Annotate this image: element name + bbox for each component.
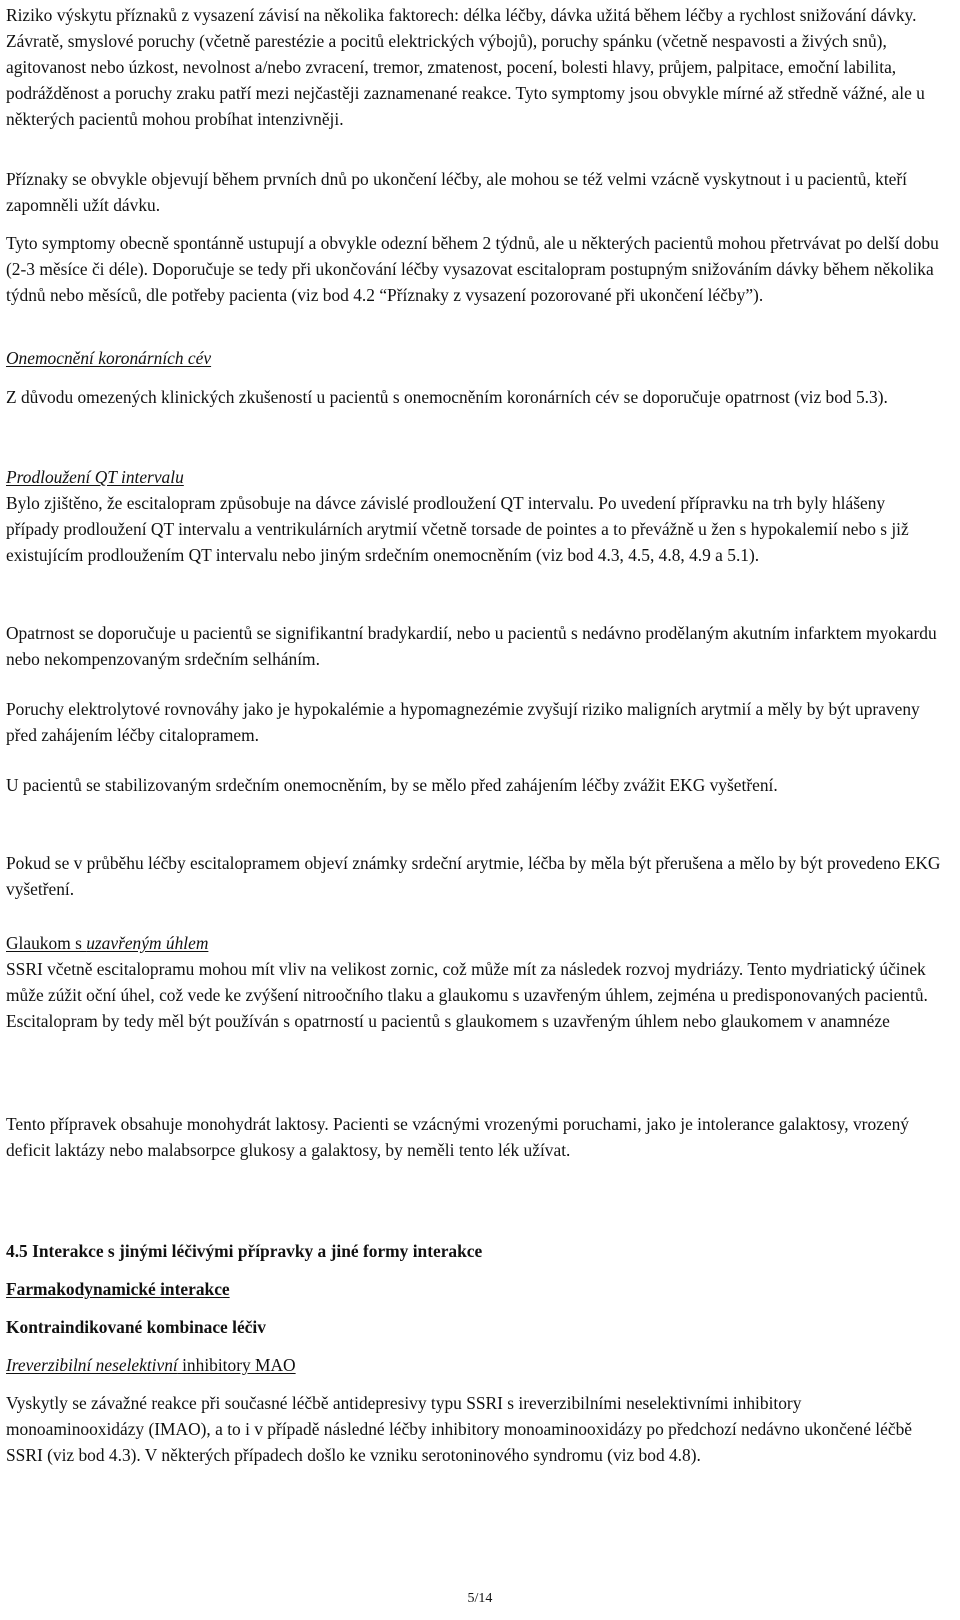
- paragraph-glaucoma: SSRI včetně escitalopramu mohou mít vliv na velikost zornic, což může mít za následek rozvoj mydriázy. Tento mydriatický účinek může zúžit oční úhel, což vede ke zvýšení nitroočního tlaku a glaukomu s uzavřeným úhlem, zejména u predisponovaných pacientů. Escitalopram by tedy měl být používán s opatrností u pacientů s glaukomem s uzavřeným úhlem nebo glaukomem v anamnéze: [6, 959, 928, 1031]
- heading-pharmacodynamic: Farmakodynamické interakce: [6, 1279, 230, 1299]
- heading-mao-italic: Ireverzibilní neselektivní: [6, 1355, 178, 1375]
- paragraph-lactose: Tento přípravek obsahuje monohydrát laktosy. Pacienti se vzácnými vrozenými poruchami, jako je intolerance galaktosy, vrozený deficit laktázy nebo malabsorpce glukosy a galaktosy, by neměli tento lék užívat.: [6, 1114, 909, 1160]
- heading-glaucoma: [6, 930, 942, 956]
- paragraph-symptom-onset: Příznaky se obvykle objevují během prvních dnů po ukončení léčby, ale mohou se též velmi vzácně vyskytnout i u pacientů, kteří zapomněli užít dávku.: [6, 169, 908, 215]
- section-heading-interactions: 4.5 Interakce s jinými léčivými přípravky a jiné formy interakce: [6, 1241, 483, 1261]
- paragraph-mao-interaction: Vyskytly se závažné reakce při současné léčbě antidepresivy typu SSRI s ireverzibilními neselektivními inhibitory monoaminooxidázy (IMAO), a to i v případě následné léčby inhibitory monoaminooxidázy po předchozí nedávno ukončené léčbě SSRI (viz bod 4.3). V některých případech došlo ke vzniku serotoninového syndromu (viz bod 4.8).: [6, 1393, 912, 1465]
- heading-glaucoma-suffix: uzavřeným úhlem: [86, 933, 209, 953]
- heading-coronary-disease: Onemocnění koronárních cév: [6, 348, 212, 368]
- page-number: 5/14: [467, 1591, 493, 1606]
- paragraph-bradycardia-caution: Opatrnost se doporučuje u pacientů se signifikantní bradykardií, nebo u pacientů s nedávno prodělaným akutním infarktem myokardu nebo nekompenzovaným srdečním selháním.: [6, 623, 937, 669]
- paragraph-electrolyte-balance: Poruchy elektrolytové rovnováhy jako je hypokalémie a hypomagnezémie zvyšují riziko maligních arytmií a měly by být upraveny před zahájením léčby citalopramem.: [6, 699, 920, 745]
- paragraph-qt-findings: Bylo zjištěno, že escitalopram způsobuje na dávce závislé prodloužení QT intervalu. Po uvedení přípravku na trh byly hlášeny případy prodloužení QT intervalu a ventrikulárních arytmií včetně torsade de pointes a to převážně u žen s hypokalemií nebo s již existujícím prodloužením QT intervalu nebo jiným srdečním onemocněním (viz bod 4.3, 4.5, 4.8, 4.9 a 5.1).: [6, 493, 909, 565]
- heading-irreversible-mao: [6, 1352, 942, 1378]
- heading-glaucoma-prefix: Glaukom s: [6, 933, 87, 953]
- heading-mao-plain: inhibitory MAO: [177, 1355, 296, 1375]
- heading-qt-prolongation: Prodloužení QT intervalu: [6, 467, 184, 487]
- paragraph-arrhythmia-stop: Pokud se v průběhu léčby escitalopramem objeví známky srdeční arytmie, léčba by měla být přerušena a mělo by být provedeno EKG vyšetření.: [6, 853, 941, 899]
- paragraph-coronary-caution: Z důvodu omezených klinických zkušeností u pacientů s onemocněním koronárních cév se doporučuje opatrnost (viz bod 5.3).: [6, 387, 888, 407]
- paragraph-discontinuation-risk: Riziko výskytu příznaků z vysazení závisí na několika faktorech: délka léčby, dávka užitá během léčby a rychlost snižování dávky. Závratě, smyslové poruchy (včetně parestézie a pocitů elektrických výbojů), poruchy spánku (včetně nespavosti a živých snů), agitovanost nebo úzkost, nevolnost a/nebo zvracení, tremor, zmatenost, pocení, bolesti hlavy, průjem, palpitace, emoční labilita, podrážděnost a poruchy zraku patří mezi nejčastěji zaznamenané reakce. Tyto symptomy jsou obvykle mírné až středně vážné, ale u některých pacientů mohou probíhat intenzivněji.: [6, 5, 925, 129]
- heading-contraindicated-combinations: Kontraindikované kombinace léčiv: [6, 1317, 266, 1337]
- paragraph-symptom-resolution: Tyto symptomy obecně spontánně ustupují a obvykle odezní během 2 týdnů, ale u některých pacientů mohou přetrvávat po delší dobu (2-3 měsíce či déle). Doporučuje se tedy při ukončování léčby vysazovat escitalopram postupným snižováním dávky během několika týdnů nebo měsíců, dle potřeby pacienta (viz bod 4.2 “Příznaky z vysazení pozorované při ukončení léčby”).: [6, 233, 939, 305]
- paragraph-ekg-stabilized: U pacientů se stabilizovaným srdečním onemocněním, by se mělo před zahájením léčby zvážit EKG vyšetření.: [6, 775, 778, 795]
